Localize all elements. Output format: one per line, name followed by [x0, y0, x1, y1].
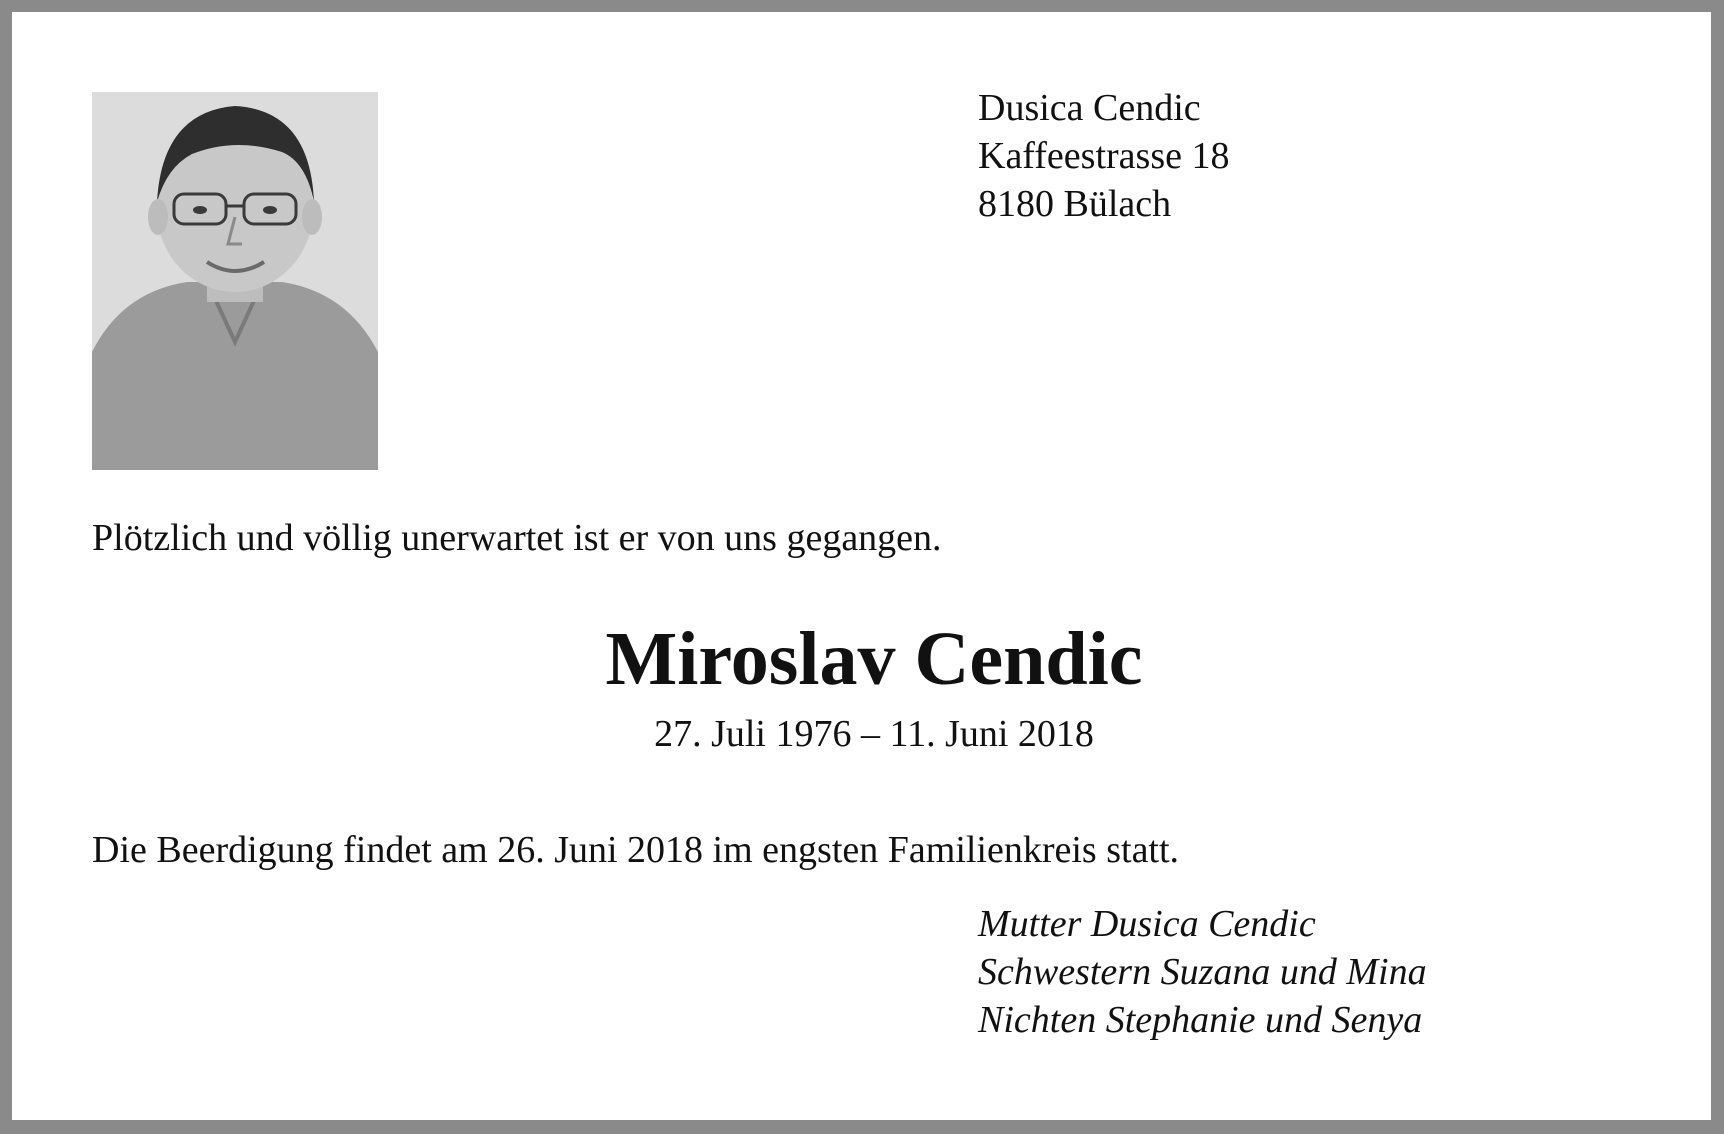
family-line: Mutter Dusica Cendic: [978, 903, 1316, 945]
deceased-name: Miroslav Cendic: [605, 617, 1143, 701]
family-signatures: [978, 900, 1427, 1044]
life-dates: 27. Juli 1976 – 11. Juni 2018: [654, 713, 1094, 755]
address-street: Kaffeestrasse 18: [978, 135, 1230, 177]
address-name: Dusica Cendic: [978, 87, 1201, 129]
portrait-photo: [92, 92, 378, 470]
obituary-page: [12, 12, 1711, 1120]
address-city: 8180 Bülach: [978, 183, 1172, 225]
family-line: Nichten Stephanie und Senya: [978, 999, 1423, 1041]
sender-address: [978, 84, 1229, 228]
funeral-notice: Die Beerdigung findet am 26. Juni 2018 im engsten Familienkreis statt.: [92, 829, 1180, 871]
portrait-image: [92, 92, 378, 470]
intro-text: Plötzlich und völlig unerwartet ist er von uns gegangen.: [92, 517, 942, 559]
family-line: Schwestern Suzana und Mina: [978, 951, 1427, 993]
